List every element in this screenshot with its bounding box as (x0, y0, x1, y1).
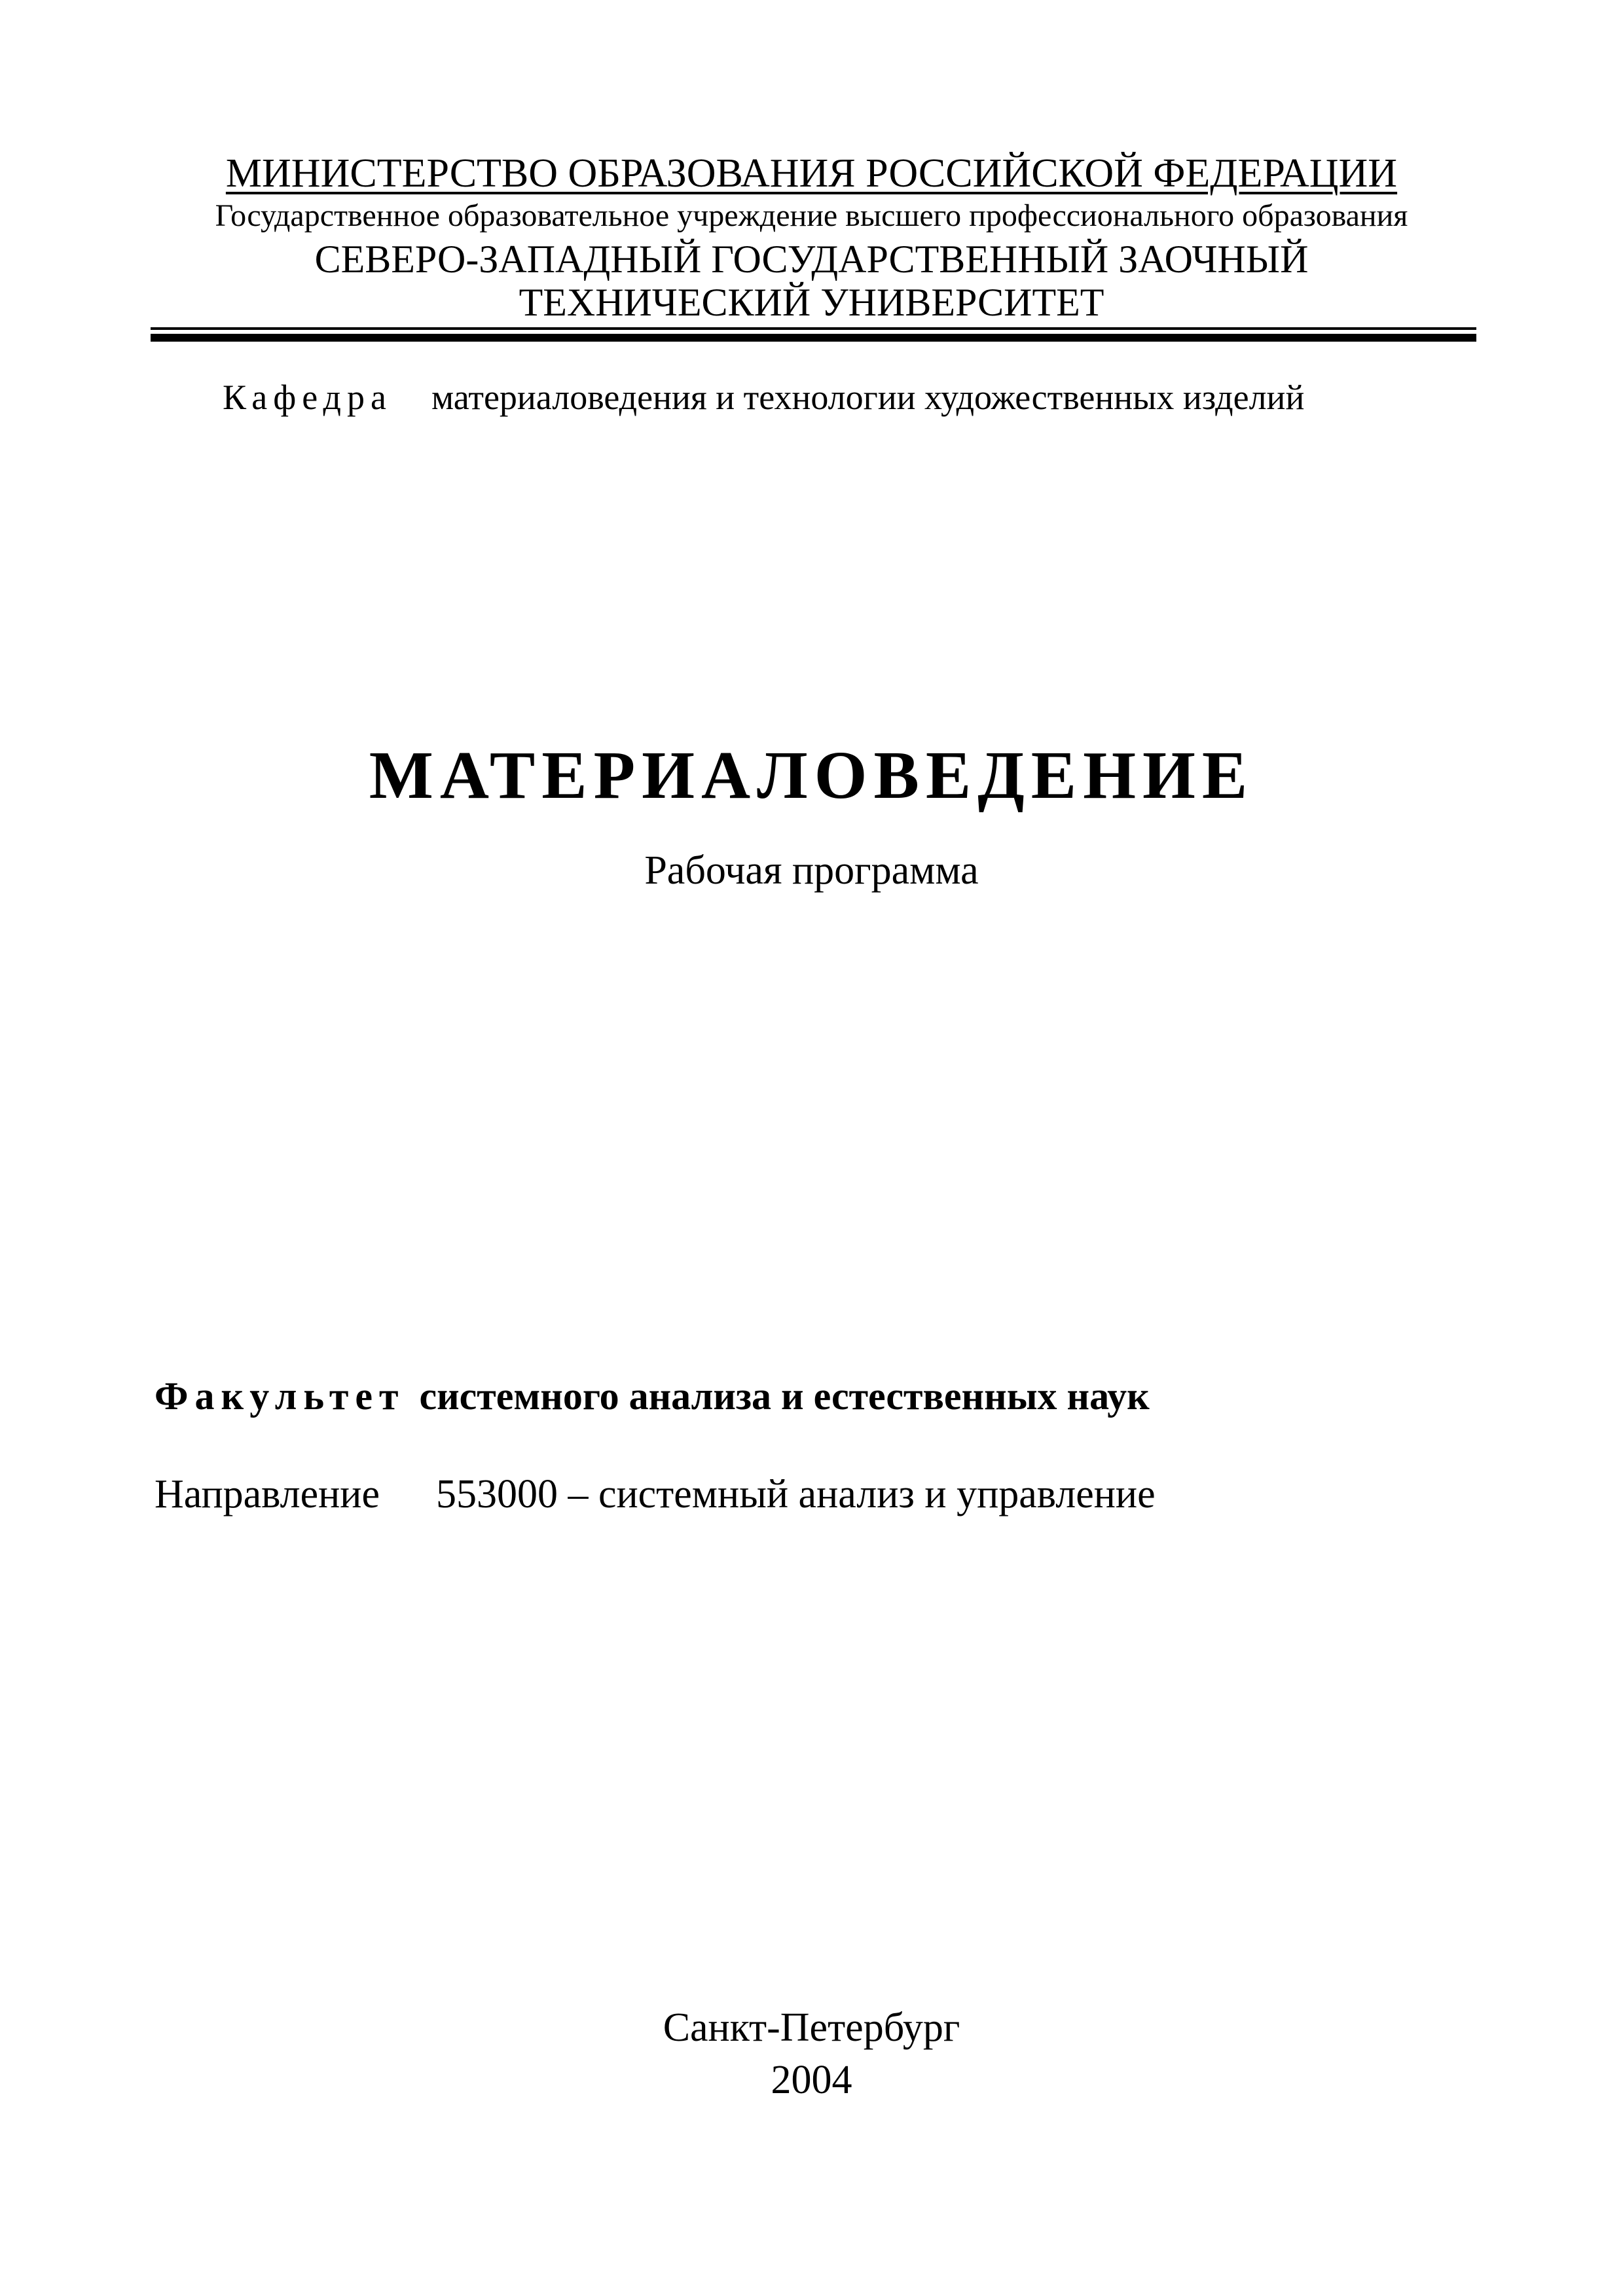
university-name-line2: ТЕХНИЧЕСКИЙ УНИВЕРСИТЕТ (519, 281, 1104, 324)
document-title: МАТЕРИАЛОВЕДЕНИЕ (369, 738, 1254, 813)
faculty (155, 1371, 1150, 1421)
faculty-label: Факультет (155, 1374, 405, 1418)
university-name-line1: СЕВЕРО-ЗАПАДНЫЙ ГОСУДАРСТВЕННЫЙ ЗАОЧНЫЙ (314, 238, 1309, 281)
header-rule-thick (151, 334, 1476, 342)
department-label: Кафедра (223, 378, 392, 417)
faculty-name: системного анализа и естественных наук (419, 1374, 1150, 1418)
direction-value: 553000 – системный анализ и управление (435, 1472, 1156, 1516)
city: Санкт-Петербург (663, 2005, 960, 2050)
institution-type: Государственное образовательное учреждение высшего профессионального образования (215, 198, 1408, 233)
department-name: материаловедения и технологии художественных изделий (431, 378, 1305, 417)
header-rule-thin (151, 327, 1476, 330)
direction-label: Направление (155, 1472, 380, 1516)
department (223, 374, 1304, 420)
direction (155, 1469, 1156, 1519)
document-subtitle: Рабочая программа (644, 848, 979, 893)
ministry-name: МИНИСТЕРСТВО ОБРАЗОВАНИЯ РОССИЙСКОЙ ФЕДЕРАЦИИ (225, 151, 1398, 196)
year: 2004 (771, 2058, 852, 2102)
